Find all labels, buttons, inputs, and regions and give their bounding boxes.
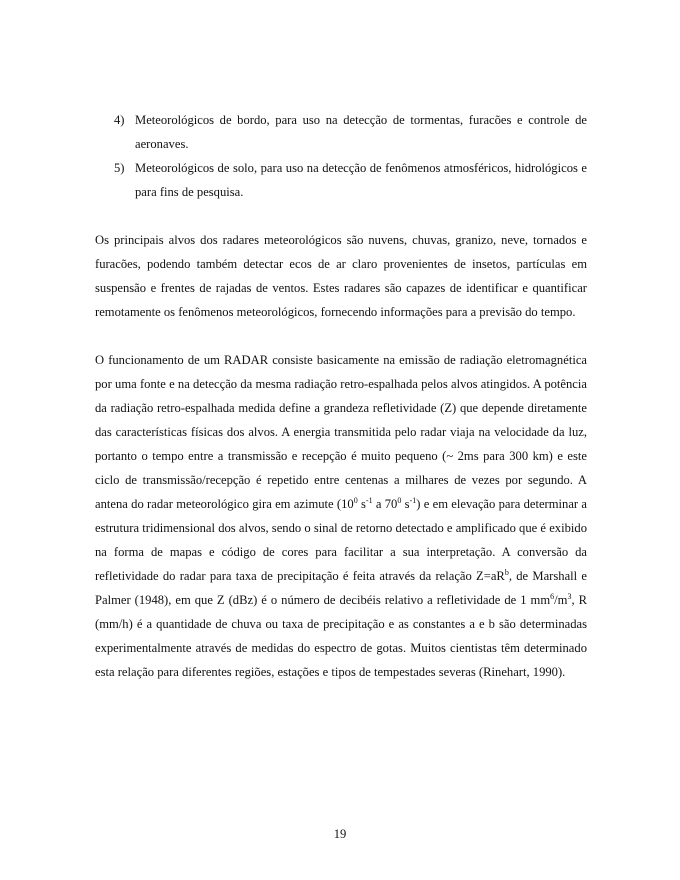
superscript: 6 [550, 592, 555, 601]
text-run: a 70 [372, 497, 398, 511]
list-item [95, 108, 587, 156]
superscript: -1 [365, 496, 373, 505]
numbered-list [95, 108, 587, 204]
superscript: 0 [397, 496, 402, 505]
text-run: s [357, 497, 366, 511]
list-item-number: 5) [114, 161, 125, 175]
page-number: 19 [333, 827, 347, 841]
list-item-text: Meteorológicos de bordo, para uso na detecção de tormentas, furacões e controle de aeronaves. [135, 113, 587, 151]
text-run: O funcionamento de um RADAR consiste basicamente na emissão de radiação eletromagnética por uma fonte e na detecção da mesma radiação retro-espalhada pelos alvos atingidos. A potência da radiação retro-espalhada medida define a grandeza refletividade (Z) que depende diretamente das características físicas dos alvos. A energia transmitida pelo radar viaja na velocidade da luz, portanto o tempo entre a transmissão e recepção é muito pequeno (~ 2ms para 300 km) e este ciclo de transmissão/recepção é repetido entre centenas a milhares de vezes por segundo. A antena do radar meteorológico gira em azimute (10 [95, 353, 587, 511]
text-run: ) e em elevação para determinar a estrutura tridimensional dos alvos, sendo o sinal de retorno detectado e amplificado que é exibido na forma de mapas e código de cores para facilitar a sua interpretação. A conversão da refletividade do radar para taxa de precipitação é feita através da relação Z=aR [95, 497, 587, 583]
list-item-number: 4) [114, 113, 125, 127]
superscript: 3 [567, 592, 572, 601]
superscript: -1 [409, 496, 417, 505]
text-run: /m [554, 593, 568, 607]
text-run: , de Marshall e Palmer (1948), em que Z (dBz) é o número de decibéis relativo a refletividade de 1 mm [95, 569, 587, 607]
superscript: b [504, 568, 509, 577]
list-item-text: Meteorológicos de solo, para uso na detecção de fenômenos atmosféricos, hidrológicos e para fins de pesquisa. [135, 161, 587, 199]
text-run: , R (mm/h) é a quantidade de chuva ou taxa de precipitação e as constantes a e b são determinadas experimentalmente através de medidas do espectro de gotas. Muitos cientistas têm determinado esta relação para diferentes regiões, estações e tipos de tempestades severas (Rinehart, 1990). [95, 593, 587, 679]
page-content [95, 108, 587, 684]
text-run: s [401, 497, 410, 511]
list-item [95, 156, 587, 204]
superscript: 0 [353, 496, 358, 505]
paragraph-radar-targets: Os principais alvos dos radares meteorológicos são nuvens, chuvas, granizo, neve, tornados e furacões, podendo também detectar ecos de ar claro provenientes de insetos, partículas em suspensão e frentes de rajadas de ventos. Estes radares são capazes de identificar e quantificar remotamente os fenômenos meteorológicos, fornecendo informações para a previsão do tempo. [95, 233, 587, 319]
paragraph-radar-operation [95, 348, 587, 684]
